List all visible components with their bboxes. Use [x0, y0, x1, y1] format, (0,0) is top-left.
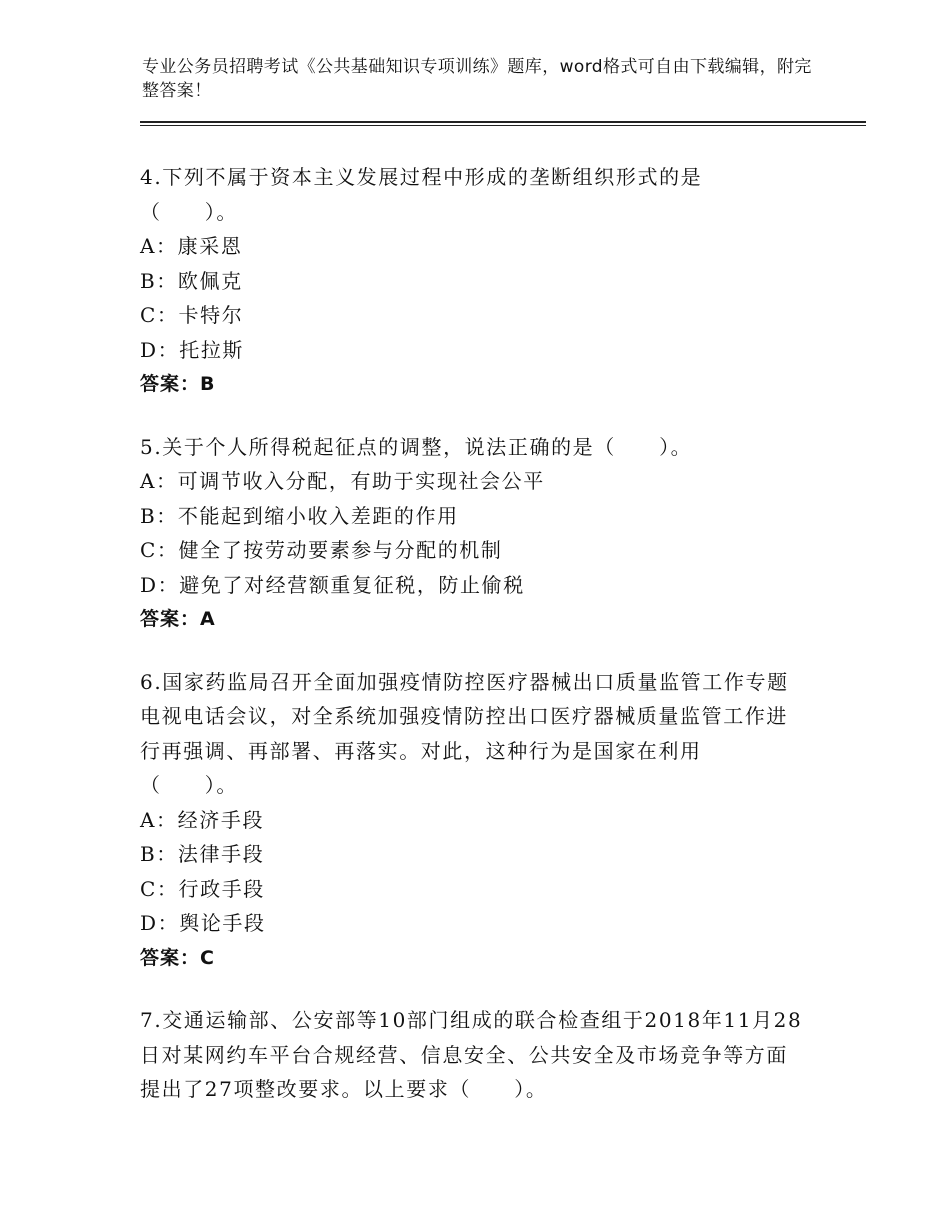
option-c: C：行政手段 — [140, 876, 265, 901]
option-c: C：健全了按劳动要素参与分配的机制 — [140, 538, 503, 562]
question-stem-line: 4.下列不属于资本主义发展过程中形成的垄断组织形式的是 — [140, 165, 703, 189]
question-stem-line: （ ）。 — [140, 199, 238, 224]
option-d: D：避免了对经营额重复征税，防止偷税 — [140, 572, 525, 597]
question-6 — [140, 665, 820, 976]
option-c: C：卡特尔 — [140, 303, 244, 327]
question-list — [140, 160, 820, 1135]
answer-line: 答案：B — [140, 373, 216, 395]
option-a: A：经济手段 — [140, 807, 265, 832]
option-d: D：舆论手段 — [140, 911, 266, 935]
header-divider-thin — [140, 125, 866, 126]
option-d: D：托拉斯 — [140, 337, 245, 362]
answer-line: 答案：C — [140, 946, 215, 969]
question-stem-line: 7.交通运输部、公安部等10部门组成的联合检查组于2018年11月28 — [140, 1008, 803, 1032]
header-divider — [140, 121, 866, 123]
question-stem-line: 日对某网约车平台合规经营、信息安全、公共安全及市场竞争等方面 — [140, 1042, 788, 1067]
option-b: B：欧佩克 — [140, 268, 243, 293]
option-a: A：康采恩 — [140, 234, 243, 258]
question-stem-line: 5.关于个人所得税起征点的调整，说法正确的是（ ）。 — [140, 434, 693, 459]
option-b: B：不能起到缩小收入差距的作用 — [140, 503, 459, 528]
question-stem-line: 提出了27项整改要求。以上要求（ ）。 — [140, 1077, 548, 1101]
answer-line: 答案：A — [140, 608, 216, 630]
question-4 — [140, 160, 820, 402]
question-7 — [140, 1003, 820, 1107]
question-stem-line: 行再强调、再部署、再落实。对此，这种行为是国家在利用 — [140, 738, 702, 763]
question-5 — [140, 430, 820, 637]
option-b: B：法律手段 — [140, 842, 265, 866]
page-header: 专业公务员招聘考试《公共基础知识专项训练》题库，word格式可自由下载编辑，附完整答案！ — [142, 57, 812, 101]
question-stem-line: 电视电话会议，对全系统加强疫情防控出口医疗器械质量监管工作进 — [140, 704, 788, 728]
option-a: A：可调节收入分配，有助于实现社会公平 — [140, 469, 545, 493]
question-stem-line: （ ）。 — [140, 773, 238, 797]
question-stem-line: 6.国家药监局召开全面加强疫情防控医疗器械出口质量监管工作专题 — [140, 669, 789, 694]
